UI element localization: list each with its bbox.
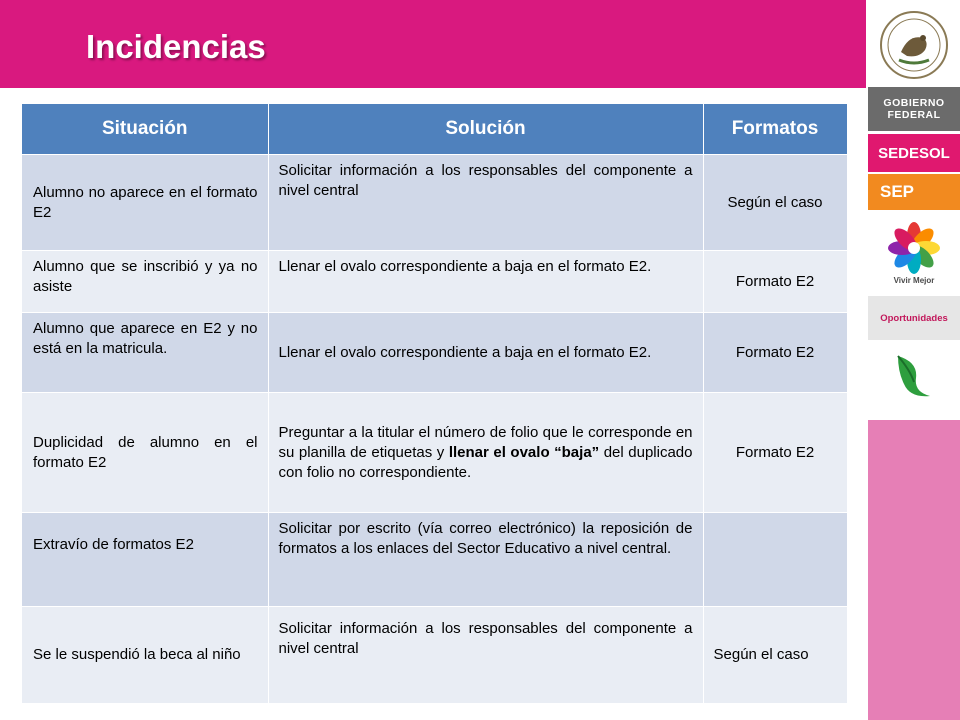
mexico-seal-logo	[868, 6, 960, 84]
cell-situacion: Alumno que se inscribió y ya no asiste	[22, 251, 268, 313]
sedesol-logo: SEDESOL	[868, 134, 960, 172]
leaf-icon	[892, 352, 936, 400]
cell-formato: Formato E2	[703, 393, 847, 513]
cell-situacion: Extravío de formatos E2	[22, 513, 268, 607]
gobierno-line2: FEDERAL	[887, 109, 941, 121]
cell-solucion: Llenar el ovalo correspondiente a baja en el formato E2.	[268, 313, 703, 393]
table-row	[22, 155, 847, 251]
table-header-row	[22, 104, 847, 155]
table-row	[22, 393, 847, 513]
cell-formato: Según el caso	[703, 155, 847, 251]
cell-formato: Formato E2	[703, 313, 847, 393]
cell-situacion: Alumno no aparece en el formato E2	[22, 155, 268, 251]
table-row	[22, 513, 847, 607]
cell-formato	[703, 513, 847, 607]
leaf-logo	[868, 348, 960, 404]
cell-formato: Según el caso	[703, 607, 847, 703]
table-row	[22, 313, 847, 393]
cell-solucion: Llenar el ovalo correspondiente a baja en el formato E2.	[268, 251, 703, 313]
table-row	[22, 251, 847, 313]
cell-solucion: Solicitar por escrito (vía correo electrónico) la reposición de formatos a los enlaces del Sector Educativo a nivel central.	[268, 513, 703, 607]
solucion-text-bold: llenar el ovalo “baja”	[448, 443, 600, 461]
table-row	[22, 607, 847, 703]
cell-situacion: Duplicidad de alumno en el formato E2	[22, 393, 268, 513]
vivir-mejor-label: Vivir Mejor	[893, 275, 935, 285]
sidebar-pink-block	[868, 420, 960, 720]
cell-situacion: Se le suspendió la beca al niño	[22, 607, 268, 703]
eagle-seal-icon	[879, 8, 949, 82]
incidencias-table	[22, 104, 848, 703]
solucion-text-pre: Preguntar a la titular el número de folio que le corresponde en su planilla de etiquetas y	[278, 423, 693, 461]
flower-icon	[888, 222, 940, 274]
gobierno-line1: GOBIERNO	[883, 97, 945, 109]
oportunidades-logo: Oportunidades	[868, 296, 960, 340]
solucion-text-post: del duplicado con folio no correspondiente.	[278, 443, 693, 481]
cell-solucion: Solicitar información a los responsables del componente a nivel central	[268, 155, 703, 251]
header-situacion: Situación	[22, 104, 268, 155]
cell-solucion	[268, 393, 703, 513]
cell-situacion: Alumno que aparece en E2 y no está en la matricula.	[22, 313, 268, 393]
sep-logo: SEP	[868, 174, 960, 210]
vivir-mejor-logo	[868, 214, 960, 292]
cell-formato: Formato E2	[703, 251, 847, 313]
page-title: Incidencias	[86, 28, 266, 65]
header-solucion: Solución	[268, 104, 703, 155]
header-formatos: Formatos	[703, 104, 847, 155]
gobierno-federal-logo	[868, 87, 960, 131]
cell-solucion: Solicitar información a los responsables del componente a nivel central	[268, 607, 703, 703]
